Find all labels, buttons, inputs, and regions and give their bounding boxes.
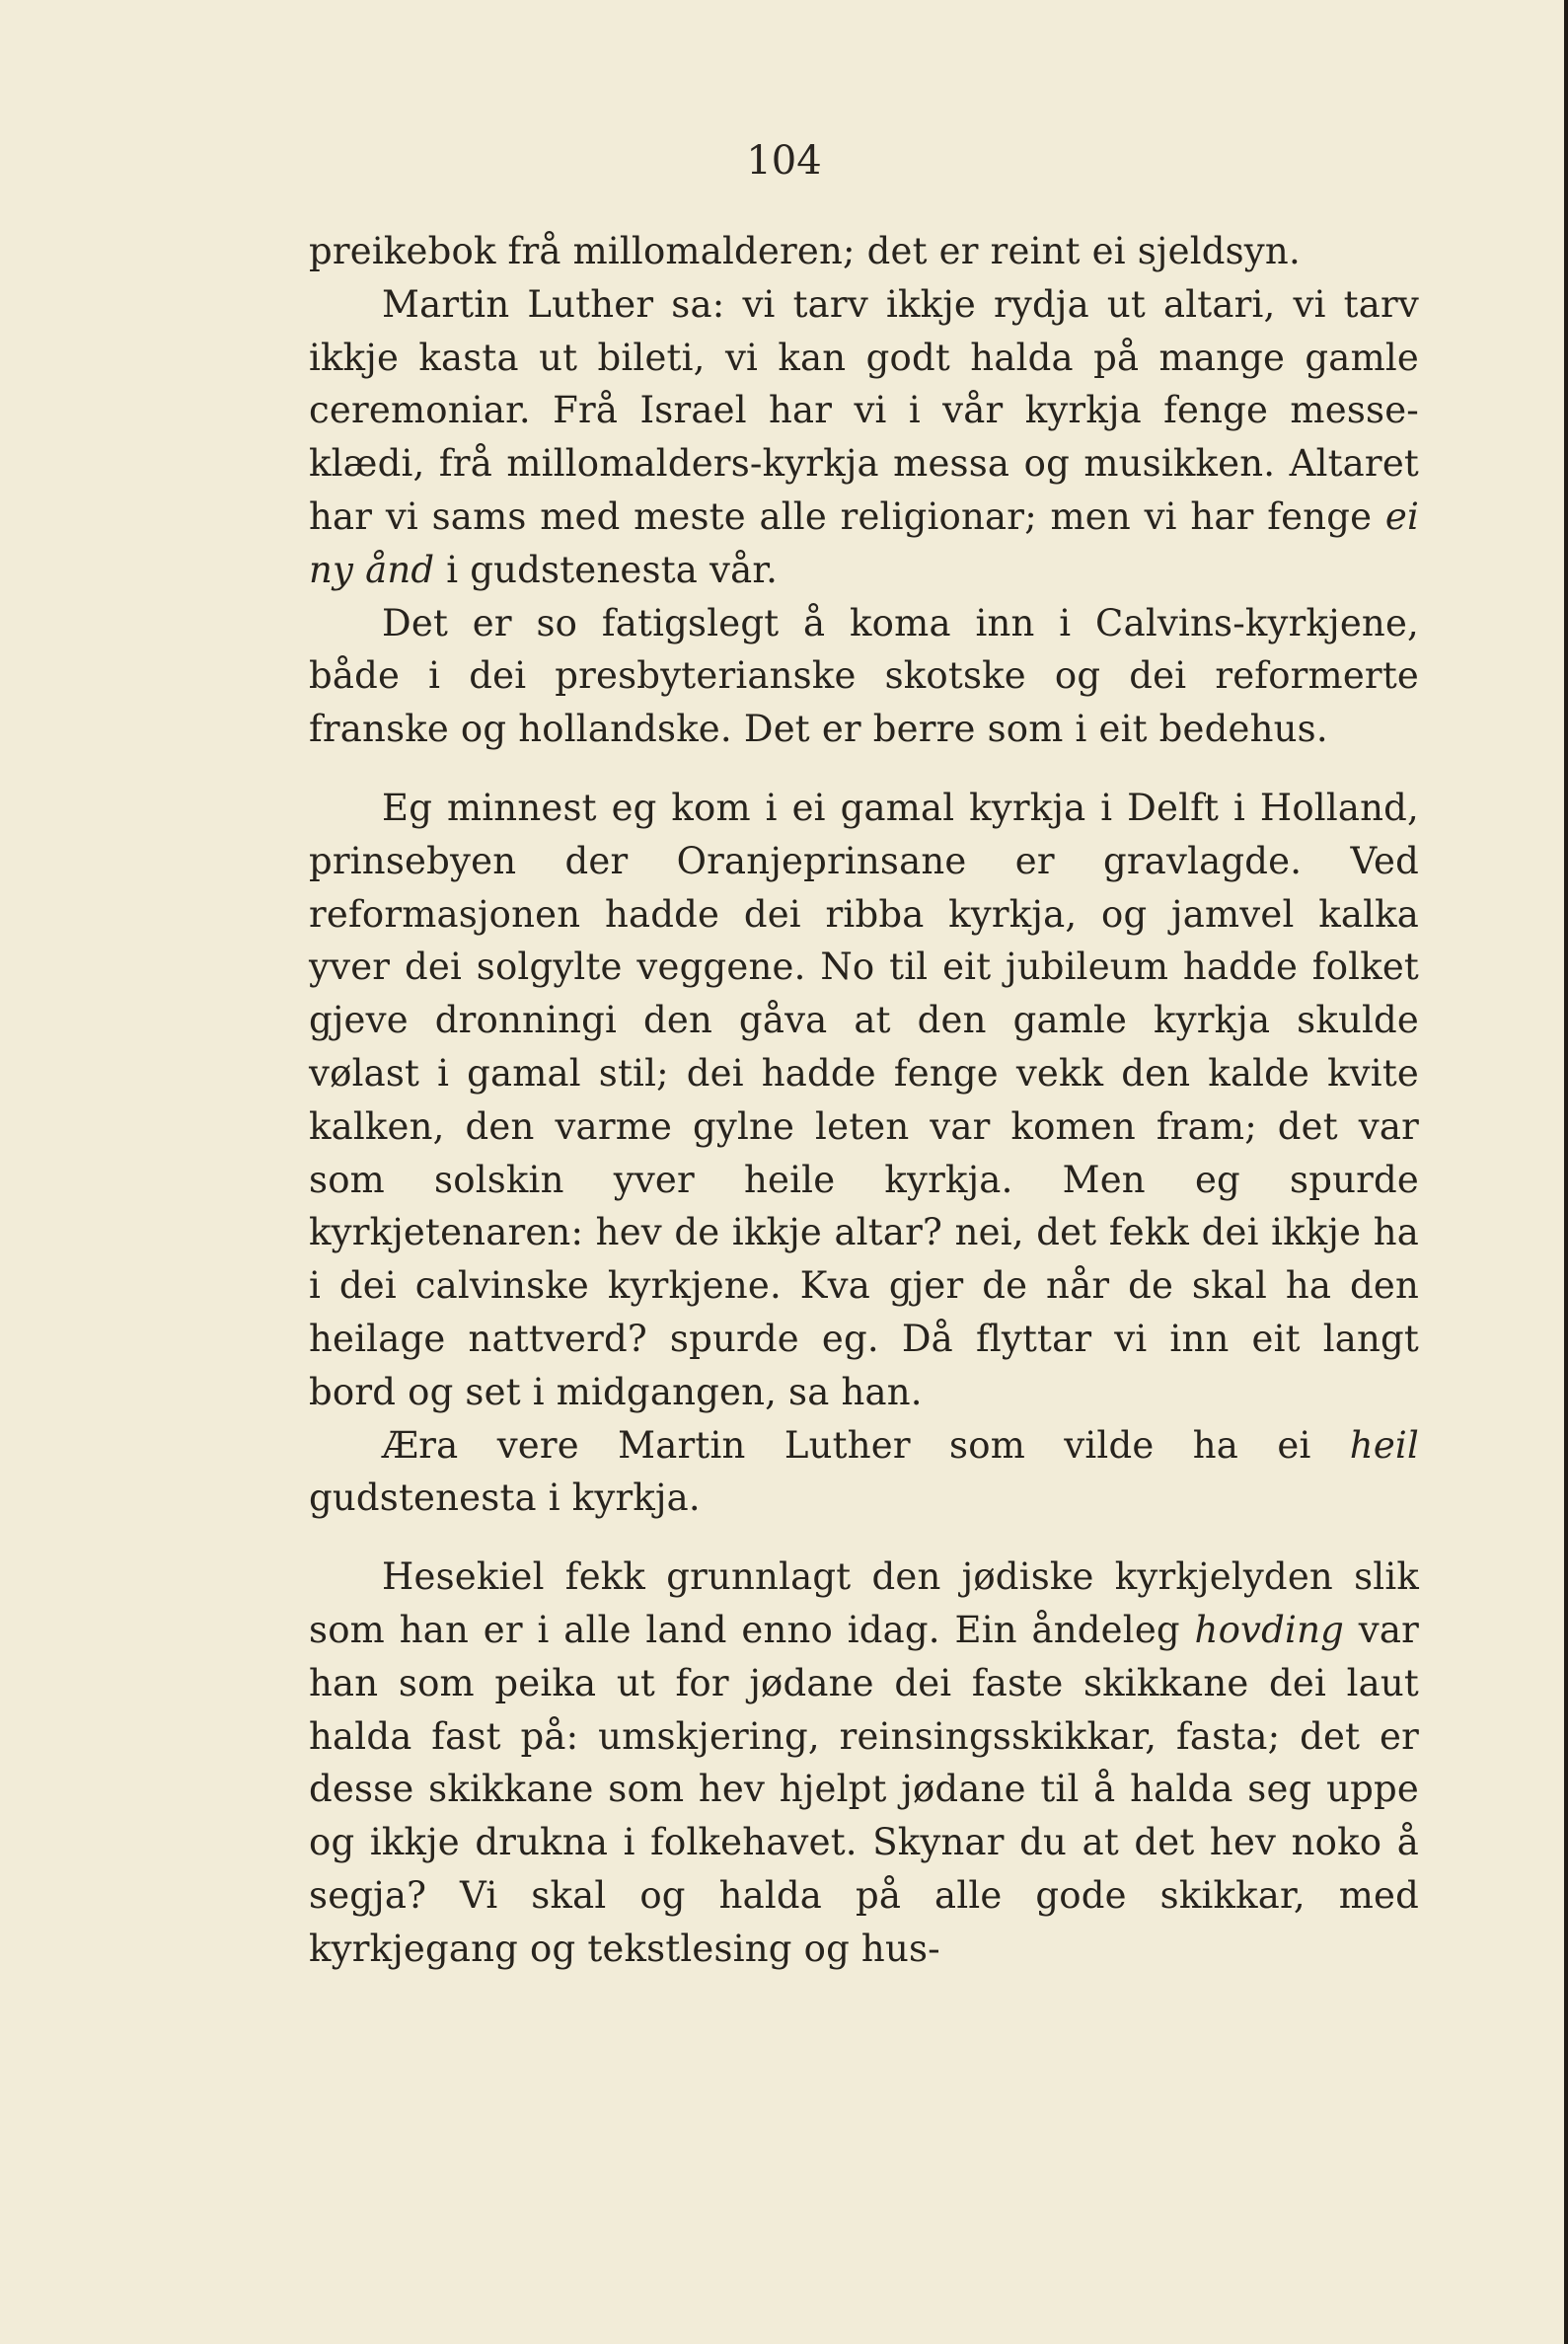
paragraph-gap — [309, 1525, 1419, 1550]
paragraph-5-text-b: gudstenesta i kyrkja. — [309, 1476, 701, 1520]
paragraph-4: Eg minnest eg kom i ei gamal kyrkja i Delft i Holland, prinsebyen der Oranjeprinsane er gravlagde. Ved reformasjonen hadde dei ribba kyrkja, og jamvel kalka yver dei solgylte veggene. No til eit jubileum hadde folket gjeve dronningi den gåva at den gamle kyrkja skulde vølast i gamal stil; dei hadde fenge vekk den kalde kvite kalken, den varme gylne leten var komen fram; det var som solskin yver heile kyrkja. Men eg spurde kyrkjetenaren: hev de ikkje altar? nei, det fekk dei ikkje ha i dei calvinske kyrkjene. Kva gjer de når de skal ha den heilage nattverd? spurde eg. Då flyttar vi inn eit langt bord og set i midgangen, sa han. — [309, 786, 1419, 1413]
body-text — [309, 225, 1419, 1976]
paragraph-2 — [309, 278, 1419, 597]
paragraph-6-text-a: Hesekiel fekk grunnlagt den jødiske kyrkjelyden slik som han er i alle land enno idag. Ein åndeleg — [309, 1555, 1419, 1651]
paragraph-5-italic: heil — [1349, 1423, 1419, 1467]
paragraph-2-italic: ei ny ånd — [309, 494, 1419, 591]
paragraph-gap — [309, 756, 1419, 782]
page-number: 104 — [746, 138, 822, 184]
paragraph-3: Det er so fatigslegt å koma inn i Calvins-kyrkjene, både i dei presbyterianske skotske og dei reformerte franske og hollandske. Det er berre som i eit bedehus. — [309, 601, 1419, 751]
paragraph-2-text-b: i gudstenesta vår. — [434, 548, 779, 591]
paragraph-6-italic: hovding — [1194, 1608, 1344, 1651]
paragraph-6 — [309, 1550, 1419, 1975]
paragraph-5 — [309, 1419, 1419, 1526]
paragraph-5-text-a: Æra vere Martin Luther som vilde ha ei — [382, 1423, 1350, 1467]
paragraph-6-text-b: var han som peika ut for jødane dei faste skikkane dei laut halda fast på: umskjering, reinsingsskikkar, fasta; det er desse skikkane som hev hjelpt jødane til å halda seg uppe og ikkje drukna i folkehavet. Skynar du at det hev noko å segja? Vi skal og halda på alle gode skikkar, med kyrkjegang og tekstlesing og hus- — [309, 1608, 1419, 1970]
paragraph-1: preikebok frå millomalderen; det er reint ei sjeldsyn. — [309, 230, 1301, 272]
paragraph-2-text-a: Martin Luther sa: vi tarv ikkje rydja ut altari, vi tarv ikkje kasta ut bileti, vi kan godt halda på mange gamle ceremoniar. Frå Israel har vi i vår kyrkja fenge messe-klædi, frå millomalders-kyrkja messa og musikken. Altaret har vi sams med meste alle religionar; men vi har fenge — [309, 282, 1419, 538]
